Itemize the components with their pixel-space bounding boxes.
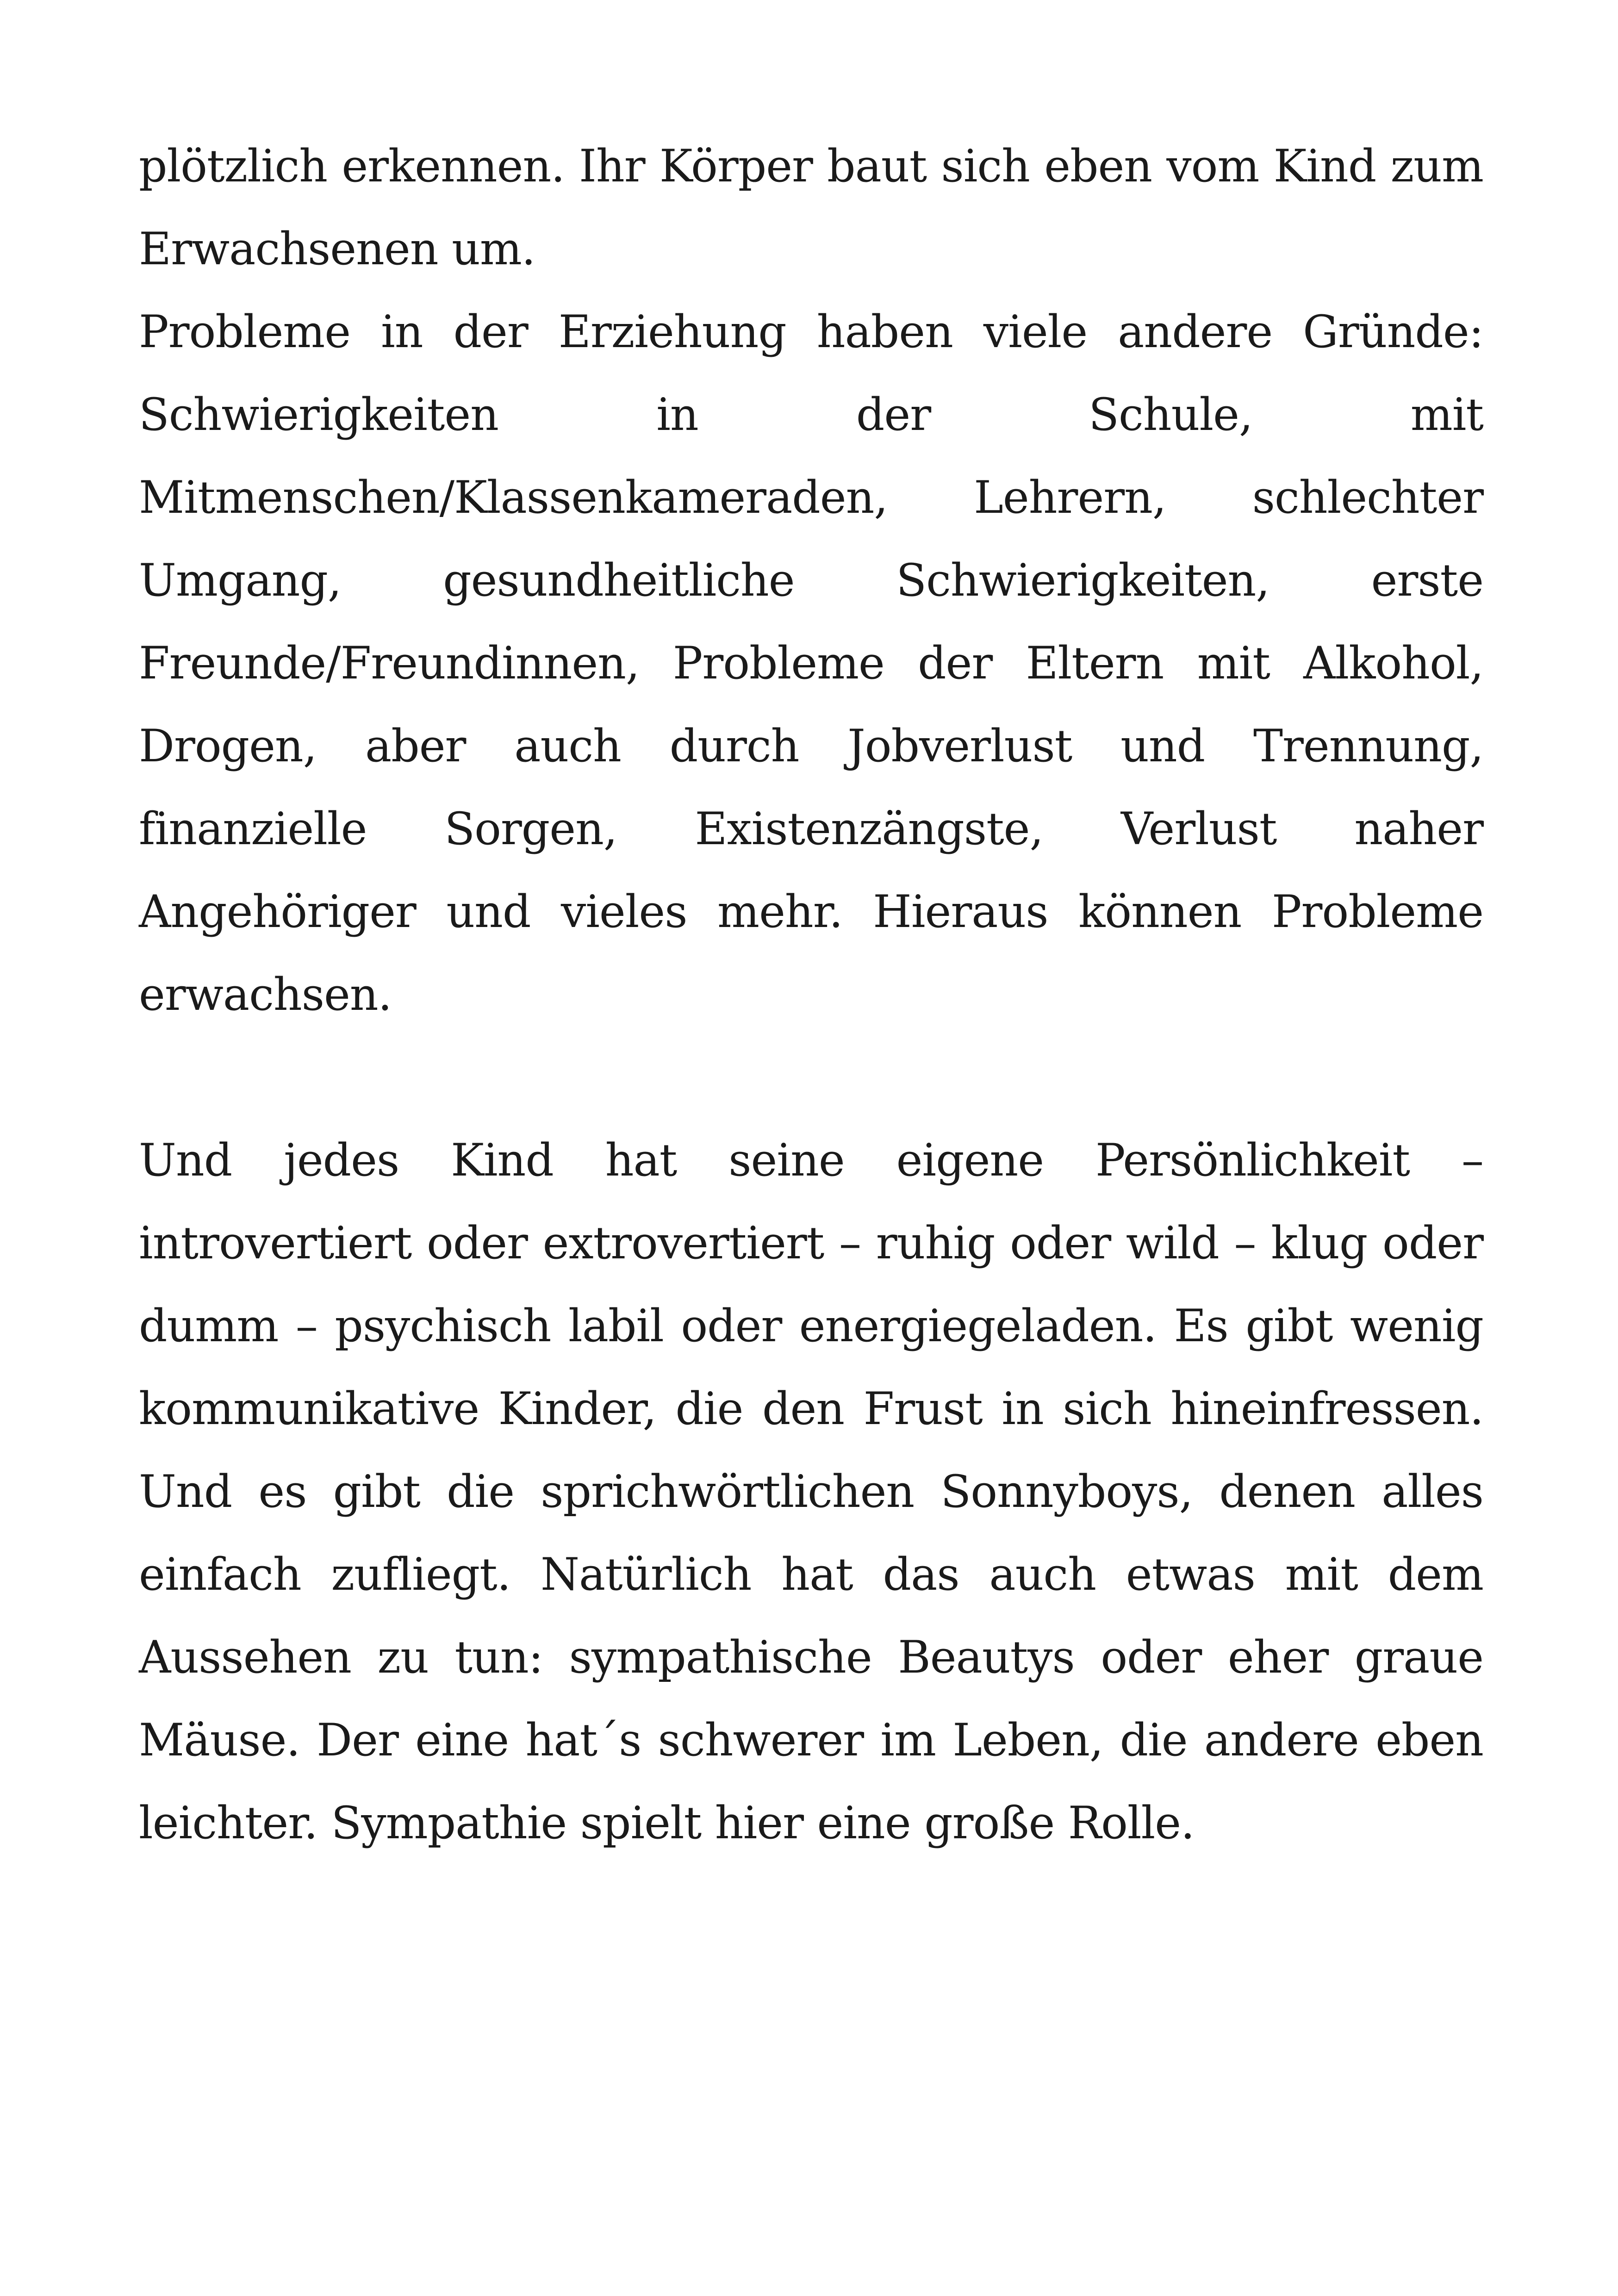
paragraph-erziehung-probleme: Probleme in der Erziehung haben viele andere Gründe: Schwierigkeiten in der Schule, mit Mitmenschen/Klassenkameraden, Lehrern, schlechter Umgang, gesundheitliche Schwierigkeiten, erste Freunde/Freundinnen, Probleme der Eltern mit Alkohol, Drogen, aber auch durch Jobverlust und Trennung, finanzielle Sorgen, Existenzängste, Verlust naher Angehöriger und vieles mehr. Hieraus können Probleme erwachsen.: [139, 306, 1483, 1020]
paragraph-persoenlichkeit: Und jedes Kind hat seine eigene Persönlichkeit – introvertiert oder extrovertiert – ruhig oder wild – klug oder dumm – psychisch labil oder energiegeladen. Es gibt wenig kommunikative Kinder, die den Frust in sich hineinfressen. Und es gibt die sprichwörtlichen Sonnyboys, denen alles einfach zufliegt. Natürlich hat das auch etwas mit dem Aussehen zu tun: sympathische Beautys oder eher graue Mäuse. Der eine hat´s schwerer im Leben, die andere eben leichter. Sympathie spielt hier eine große Rolle.: [139, 1134, 1483, 1849]
paragraph-spacer: [139, 1036, 1483, 1119]
body-text: [139, 125, 1483, 1865]
paragraph-continuation: plötzlich erkennen. Ihr Körper baut sich eben vom Kind zum Erwachsenen um.: [139, 140, 1483, 275]
